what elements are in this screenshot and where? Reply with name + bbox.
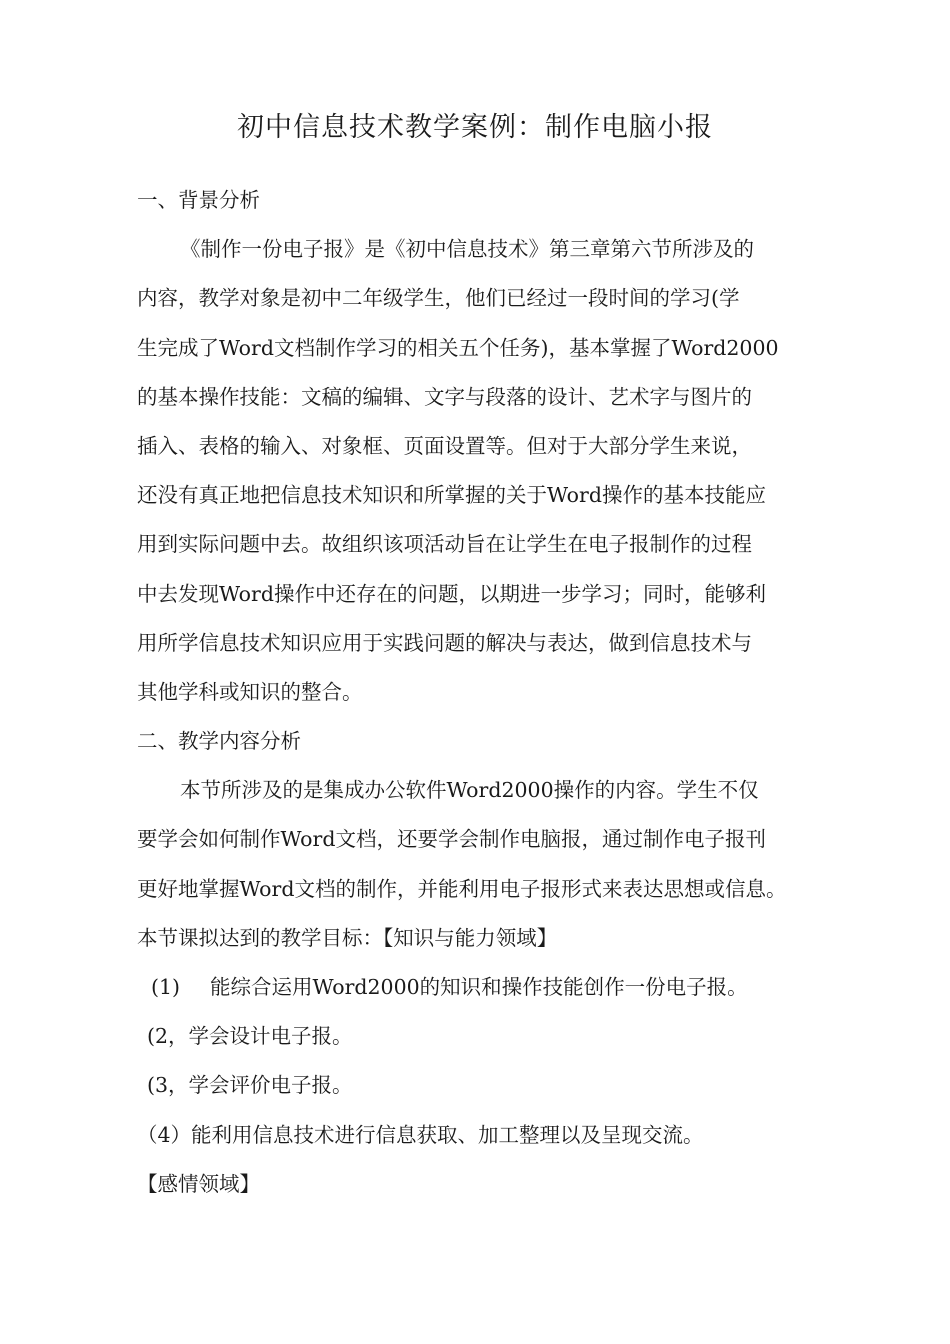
paragraph-line: 《制作一份电子报》是《初中信息技术》第三章第六节所涉及的 xyxy=(180,237,754,262)
item-text: 学会设计电子报。 xyxy=(188,1024,353,1049)
objective-item-2 xyxy=(137,1012,827,1061)
paragraph-line: 本节课拟达到的教学目标：【知识与能力领域】 xyxy=(137,925,558,950)
item-text: 学会评价电子报。 xyxy=(188,1073,353,1098)
paragraph-line: 更好地掌握Word文档的制作，并能利用电子报形式来表达思想或信息。 xyxy=(137,876,787,901)
item-number: (3， xyxy=(147,1073,189,1098)
item-text: 能综合运用Word2000的知识和操作技能创作一份电子报。 xyxy=(210,975,748,999)
paragraph-line: 内容，教学对象是初中二年级学生，他们已经过一段时间的学习(学 xyxy=(137,286,740,311)
paragraph-line: 用所学信息技术知识应用于实践问题的解决与表达，做到信息技术与 xyxy=(137,630,752,655)
paragraph-line: 用到实际问题中去。故组织该项活动旨在让学生在电子报制作的过程 xyxy=(137,532,752,557)
document-title: 初中信息技术教学案例：制作电脑小报 xyxy=(237,112,713,143)
item-number: (1) xyxy=(151,975,181,999)
paragraph-line: 生完成了Word文档制作学习的相关五个任务)，基本掌握了Word2000 xyxy=(137,335,779,360)
section-heading-background: 一、背景分析 xyxy=(137,188,260,212)
objective-item-4 xyxy=(137,1111,827,1160)
paragraph-line: 其他学科或知识的整合。 xyxy=(137,679,363,704)
item-text: 能利用信息技术进行信息获取、加工整理以及呈现交流。 xyxy=(191,1122,704,1147)
objective-item-3 xyxy=(137,1061,827,1110)
paragraph-line: 要学会如何制作Word文档，还要学会制作电脑报，通过制作电子报刊 xyxy=(137,827,766,852)
item-number: (2， xyxy=(147,1024,189,1049)
document-body xyxy=(137,176,827,1209)
paragraph-line: 还没有真正地把信息技术知识和所掌握的关于Word操作的基本技能应 xyxy=(137,483,766,508)
subheading-emotion-domain: 【感情领域】 xyxy=(137,1171,260,1196)
objective-item-1 xyxy=(137,963,827,1012)
paragraph-line: 中去发现Word操作中还存在的问题，以期进一步学习；同时，能够利 xyxy=(137,581,766,606)
item-number: （4） xyxy=(137,1122,192,1147)
section-heading-content-analysis: 二、教学内容分析 xyxy=(137,729,301,754)
paragraph-line: 本节所涉及的是集成办公软件Word2000操作的内容。学生不仅 xyxy=(180,778,759,803)
paragraph-line: 的基本操作技能：文稿的编辑、文字与段落的设计、艺术字与图片的 xyxy=(137,384,752,409)
paragraph-line: 插入、表格的输入、对象框、页面设置等。但对于大部分学生来说， xyxy=(137,433,752,458)
